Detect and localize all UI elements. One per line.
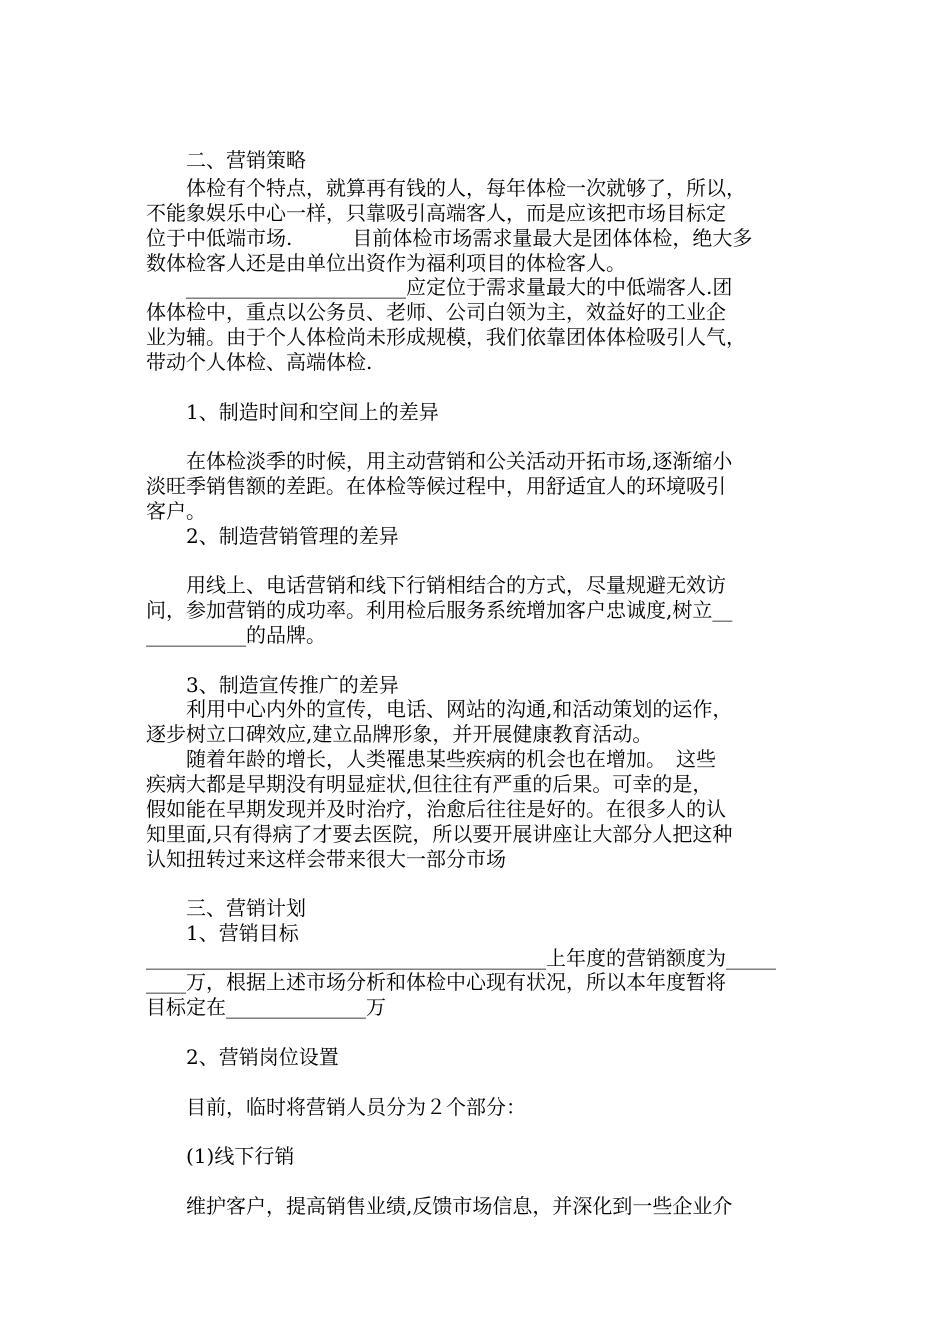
subheading-difference-1: 1、制造时间和空间上的差异	[146, 400, 439, 424]
paragraph-line: 体体检中，重点以公务员、老师、公司白领为主，效益好的工业企	[146, 300, 726, 324]
paragraph-line: 逐步树立口碑效应,建立品牌形象，并开展健康教育活动。	[146, 722, 653, 746]
paragraph-line: 知里面,只有得病了才要去医院，所以要开展讲座让大部分人把这种	[146, 822, 733, 846]
paragraph-line: 用线上、电话营销和线下行销相结合的方式，尽量规避无效访	[146, 573, 726, 597]
subheading-positions: 2、营销岗位设置	[146, 1045, 339, 1069]
paragraph-line: ________________________________________上年度的营销额度为_____	[146, 946, 776, 970]
paragraph-line: 维护客户，提高销售业绩,反馈市场信息，并深化到一些企业介	[146, 1194, 733, 1218]
paragraph-line: 在体检淡季的时候，用主动营销和公关活动开拓市场,逐渐缩小	[146, 449, 733, 473]
paragraph-line: 位于中低端市场. 目前体检市场需求量最大是团体体检，绝大多	[146, 226, 753, 250]
heading-marketing-strategy: 二、营销策略	[146, 148, 306, 172]
paragraph-line: 客户。	[146, 499, 206, 523]
paragraph-line: 目前，临时将营销人员分为２个部分：	[146, 1095, 526, 1119]
paragraph-line: __________的品牌。	[146, 623, 326, 647]
paragraph-line: 淡旺季销售额的差距。在体检等候过程中，用舒适宜人的环境吸引	[146, 474, 726, 498]
paragraph-line: 业为辅。由于个人体检尚未形成规模，我们依靠团体体检吸引人气，	[146, 325, 746, 349]
paragraph-line: 问，参加营销的成功率。利用检后服务系统增加客户忠诚度,树立__	[146, 598, 733, 622]
paragraph-line: ____万，根据上述市场分析和体检中心现有状况，所以本年度暂将	[146, 970, 726, 994]
paragraph-line: 随着年龄的增长，人类罹患某些疾病的机会也在增加。 这些	[146, 747, 716, 771]
heading-marketing-plan: 三、营销计划	[146, 896, 306, 920]
paragraph-line: 假如能在早期发现并及时治疗，治愈后往往是好的。在很多人的认	[146, 797, 726, 821]
paragraph-line: ______________________应定位于需求量最大的中低端客人.团	[146, 275, 733, 299]
subheading-difference-2: 2、制造营销管理的差异	[146, 524, 399, 548]
paragraph-line: 目标定在______________万	[146, 995, 386, 1019]
subheading-offline-sales: (1)线下行销	[146, 1144, 295, 1168]
paragraph-line: 带动个人体检、高端体检.	[146, 350, 373, 374]
paragraph-line: 利用中心内外的宣传，电话、网站的沟通,和活动策划的运作，	[146, 697, 733, 721]
paragraph-line: 不能象娱乐中心一样，只靠吸引高端客人，而是应该把市场目标定	[146, 201, 726, 225]
subheading-difference-3: 3、制造宣传推广的差异	[146, 673, 399, 697]
paragraph-line: 认知扭转过来这样会带来很大一部分市场	[146, 847, 506, 871]
paragraph-line: 体检有个特点，就算再有钱的人，每年体检一次就够了，所以，	[146, 176, 746, 200]
paragraph-line: 数体检客人还是由单位出资作为福利项目的体检客人。	[146, 251, 626, 275]
subheading-marketing-goal: 1、营销目标	[146, 921, 299, 945]
paragraph-line: 疾病大都是早期没有明显症状,但往往有严重的后果。可幸的是，	[146, 772, 713, 796]
